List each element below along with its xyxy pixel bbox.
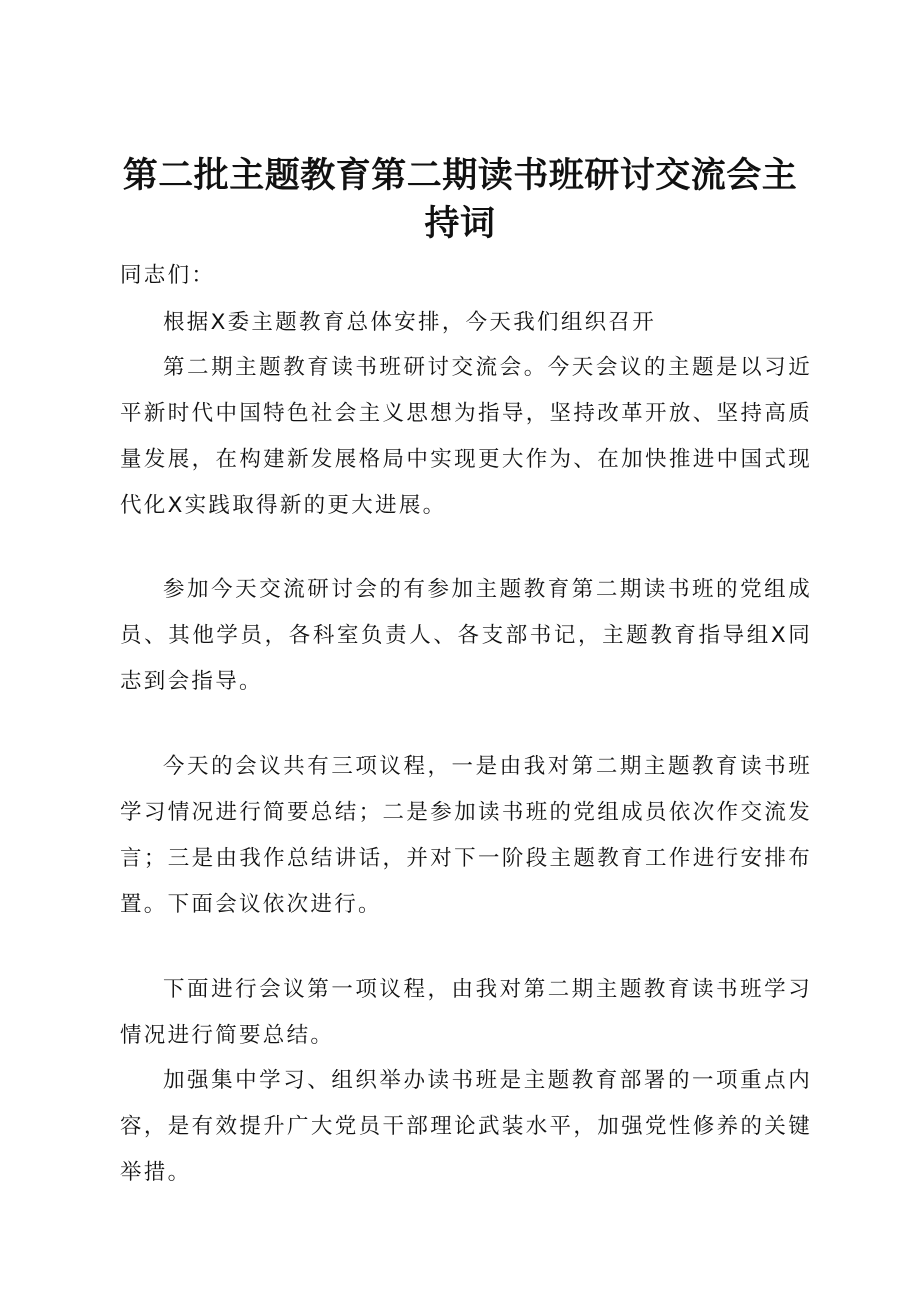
salutation: 同志们：	[120, 263, 216, 288]
paragraph-attendees: 参加今天交流研讨会的有参加主题教育第二期读书班的党组成员、其他学员，各科室负责人、各支部书记，主题教育指导组X同志到会指导。	[120, 577, 812, 694]
paragraph-meeting-theme: 第二期主题教育读书班研讨交流会。今天会议的主题是以习近平新时代中国特色社会主义思想为指导，坚持改革开放、坚持高质量发展，在构建新发展格局中实现更大作为、在加快推进中国式现代化X实践取得新的更大进展。	[120, 355, 812, 518]
paragraph-arrangement: 根据X委主题教育总体安排，今天我们组织召开	[163, 310, 657, 335]
paragraph-first-agenda-item: 下面进行会议第一项议程，由我对第二期主题教育读书班学习情况进行简要总结。	[120, 977, 812, 1048]
paragraph-agenda: 今天的会议共有三项议程，一是由我对第二期主题教育读书班学习情况进行简要总结；二是参加读书班的党组成员依次作交流发言；三是由我作总结讲话，并对下一阶段主题教育工作进行安排布置。下面会议依次进行。	[120, 754, 812, 917]
paragraph-study-significance: 加强集中学习、组织举办读书班是主题教育部署的一项重点内容，是有效提升广大党员干部理论武装水平，加强党性修养的关键举措。	[120, 1068, 812, 1185]
document-title: 第二批主题教育第二期读书班研讨交流会主持词	[122, 156, 798, 244]
